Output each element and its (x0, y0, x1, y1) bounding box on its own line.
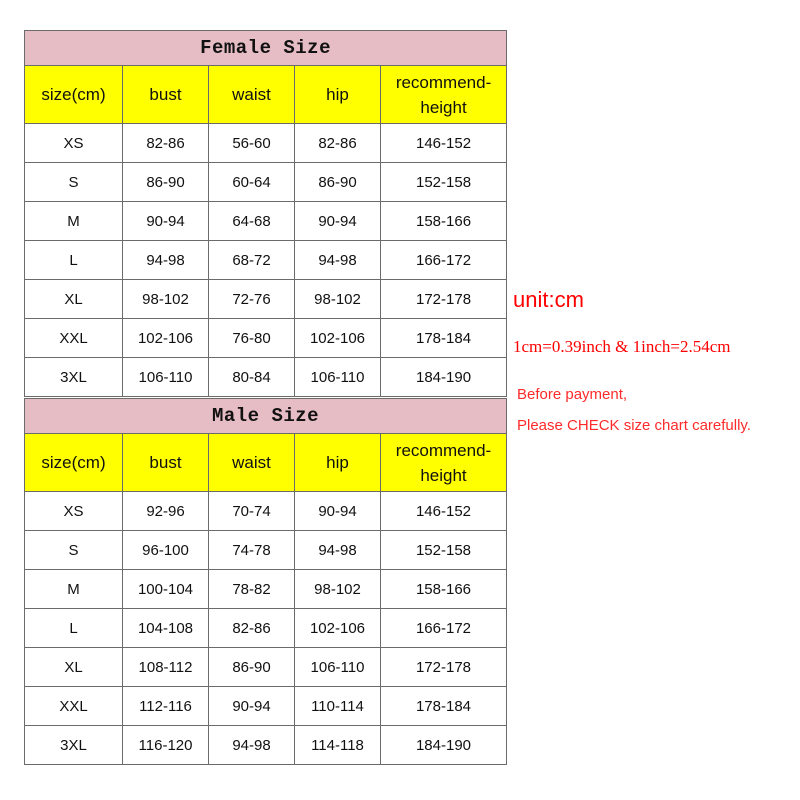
male-table-title: Male Size (25, 399, 507, 434)
cell-hip: 102-106 (295, 609, 381, 648)
cell-hip: 86-90 (295, 163, 381, 202)
cell-waist: 64-68 (209, 202, 295, 241)
table-row (25, 687, 507, 726)
cell-height: 166-172 (381, 609, 507, 648)
cell-height: 184-190 (381, 358, 507, 397)
cell-waist: 90-94 (209, 687, 295, 726)
cell-waist: 60-64 (209, 163, 295, 202)
table-row (25, 319, 507, 358)
cell-size: 3XL (25, 358, 123, 397)
header-recommend-height (381, 434, 507, 492)
cell-size: XXL (25, 319, 123, 358)
cell-size: L (25, 241, 123, 280)
cell-hip: 114-118 (295, 726, 381, 765)
header-height-line2: height (420, 465, 467, 485)
male-header-row (25, 434, 507, 492)
cell-height: 158-166 (381, 202, 507, 241)
header-height-line1: recommend- (395, 440, 492, 460)
cell-height: 146-152 (381, 124, 507, 163)
header-size: size(cm) (25, 434, 123, 492)
header-bust: bust (123, 66, 209, 124)
header-bust: bust (123, 434, 209, 492)
cell-bust: 98-102 (123, 280, 209, 319)
cell-bust: 94-98 (123, 241, 209, 280)
cell-hip: 98-102 (295, 570, 381, 609)
cell-size: S (25, 163, 123, 202)
table-row (25, 609, 507, 648)
table-row (25, 124, 507, 163)
cell-bust: 90-94 (123, 202, 209, 241)
table-row (25, 163, 507, 202)
cell-waist: 94-98 (209, 726, 295, 765)
header-hip: hip (295, 434, 381, 492)
cell-height: 178-184 (381, 687, 507, 726)
table-row (25, 492, 507, 531)
cell-height: 184-190 (381, 726, 507, 765)
cell-height: 166-172 (381, 241, 507, 280)
cell-size: L (25, 609, 123, 648)
cell-size: XL (25, 280, 123, 319)
male-table-body (25, 492, 507, 765)
table-row (25, 570, 507, 609)
table-row (25, 726, 507, 765)
table-row (25, 358, 507, 397)
cell-height: 152-158 (381, 163, 507, 202)
payment-warning-line1: Before payment, (517, 386, 628, 403)
cell-waist: 76-80 (209, 319, 295, 358)
cell-hip: 98-102 (295, 280, 381, 319)
cell-height: 172-178 (381, 648, 507, 687)
cell-bust: 100-104 (123, 570, 209, 609)
cell-bust: 102-106 (123, 319, 209, 358)
cell-hip: 110-114 (295, 687, 381, 726)
header-height-line1: recommend- (395, 72, 492, 92)
female-header-row (25, 66, 507, 124)
cell-waist: 68-72 (209, 241, 295, 280)
table-row (25, 280, 507, 319)
female-table-title: Female Size (25, 31, 507, 66)
cell-size: XS (25, 124, 123, 163)
payment-warning-line2: Please CHECK size chart carefully. (517, 417, 751, 434)
header-recommend-height (381, 66, 507, 124)
cell-hip: 82-86 (295, 124, 381, 163)
cell-bust: 82-86 (123, 124, 209, 163)
cell-hip: 90-94 (295, 202, 381, 241)
cell-waist: 78-82 (209, 570, 295, 609)
cell-bust: 112-116 (123, 687, 209, 726)
cell-size: 3XL (25, 726, 123, 765)
cell-size: XL (25, 648, 123, 687)
table-row (25, 241, 507, 280)
female-title-row (25, 31, 507, 66)
cell-bust: 116-120 (123, 726, 209, 765)
header-size: size(cm) (25, 66, 123, 124)
cell-size: M (25, 202, 123, 241)
cell-bust: 106-110 (123, 358, 209, 397)
cell-height: 146-152 (381, 492, 507, 531)
cell-size: XXL (25, 687, 123, 726)
cell-bust: 96-100 (123, 531, 209, 570)
cell-bust: 92-96 (123, 492, 209, 531)
female-size-table (24, 30, 507, 397)
cell-waist: 56-60 (209, 124, 295, 163)
cell-hip: 106-110 (295, 648, 381, 687)
header-waist: waist (209, 434, 295, 492)
cell-height: 158-166 (381, 570, 507, 609)
cell-height: 152-158 (381, 531, 507, 570)
table-row (25, 202, 507, 241)
cell-hip: 106-110 (295, 358, 381, 397)
cell-waist: 72-76 (209, 280, 295, 319)
cell-hip: 94-98 (295, 241, 381, 280)
header-waist: waist (209, 66, 295, 124)
female-table-body (25, 124, 507, 397)
male-size-table (24, 398, 507, 765)
cell-bust: 86-90 (123, 163, 209, 202)
header-height-line2: height (420, 97, 467, 117)
header-hip: hip (295, 66, 381, 124)
cell-size: S (25, 531, 123, 570)
table-row (25, 648, 507, 687)
cell-waist: 82-86 (209, 609, 295, 648)
cell-bust: 104-108 (123, 609, 209, 648)
cell-waist: 70-74 (209, 492, 295, 531)
cell-hip: 94-98 (295, 531, 381, 570)
cell-size: XS (25, 492, 123, 531)
male-title-row (25, 399, 507, 434)
cell-bust: 108-112 (123, 648, 209, 687)
cell-waist: 74-78 (209, 531, 295, 570)
conversion-note: 1cm=0.39inch & 1inch=2.54cm (513, 337, 731, 356)
cell-hip: 102-106 (295, 319, 381, 358)
cell-waist: 80-84 (209, 358, 295, 397)
cell-waist: 86-90 (209, 648, 295, 687)
cell-hip: 90-94 (295, 492, 381, 531)
cell-height: 178-184 (381, 319, 507, 358)
table-row (25, 531, 507, 570)
unit-label: unit:cm (513, 287, 584, 312)
cell-height: 172-178 (381, 280, 507, 319)
cell-size: M (25, 570, 123, 609)
